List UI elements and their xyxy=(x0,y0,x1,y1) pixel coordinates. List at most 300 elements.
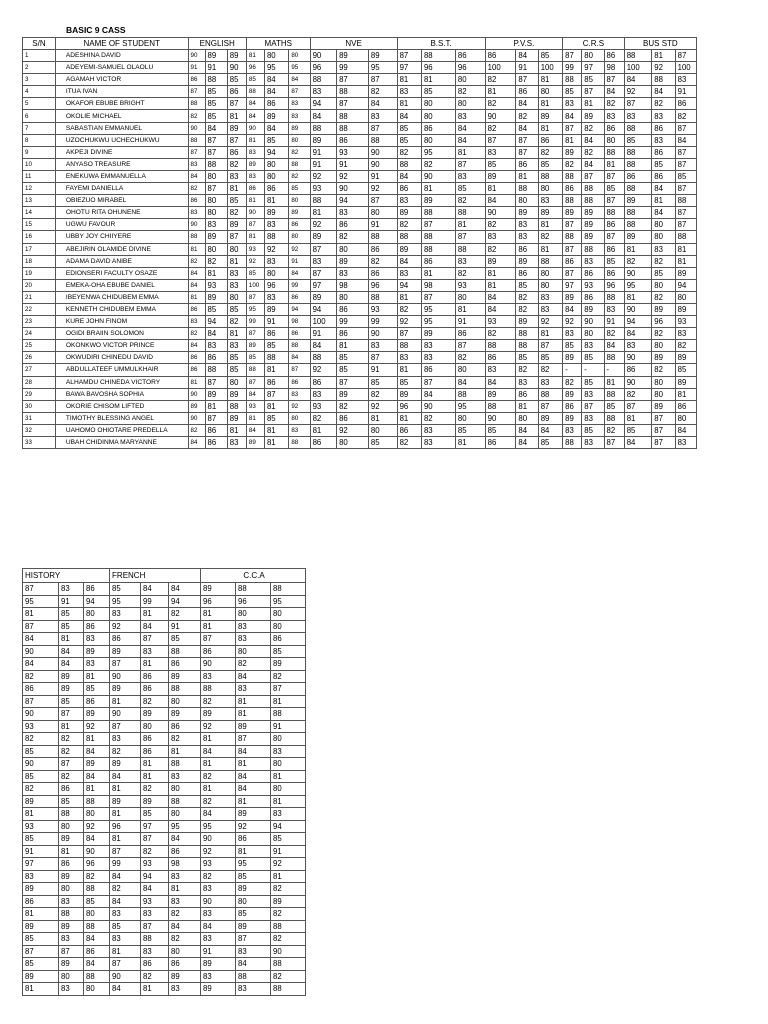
score-cell: 84 xyxy=(397,170,421,182)
score-cell: 89 xyxy=(264,207,288,219)
score-cell: 88 xyxy=(227,400,246,412)
score-cell: 80 xyxy=(455,412,485,424)
score-cell: 89 xyxy=(624,195,652,207)
serial-number-cell: 15 xyxy=(23,219,56,231)
score-cell: 92 xyxy=(264,243,288,255)
score-cell: 89 xyxy=(485,255,516,267)
table-row xyxy=(23,983,306,996)
score-cell: 100 xyxy=(675,62,696,74)
score-cell: 84 xyxy=(246,98,264,110)
score-cell: 82 xyxy=(516,364,538,376)
score-cell: 82 xyxy=(485,328,516,340)
score-cell: 91 xyxy=(59,595,84,608)
score-cell: 89 xyxy=(84,708,110,721)
student-name-cell: OKAFOR EBUBE BRIGHT xyxy=(55,98,188,110)
score-cell: 83 xyxy=(563,328,582,340)
score-cell: 84 xyxy=(368,98,397,110)
score-cell: 89 xyxy=(337,50,369,62)
score-cell: 91 xyxy=(310,328,337,340)
score-cell: 91 xyxy=(368,364,397,376)
score-cell: 90 xyxy=(271,945,306,958)
score-cell: 84 xyxy=(516,437,538,449)
score-cell: 93 xyxy=(141,895,169,908)
score-cell: 81 xyxy=(310,424,337,436)
score-cell: 82 xyxy=(485,98,516,110)
score-cell: 87 xyxy=(582,400,604,412)
score-cell: 87 xyxy=(652,424,675,436)
score-cell: 88 xyxy=(271,983,306,996)
score-cell: 86 xyxy=(84,945,110,958)
score-cell: 99 xyxy=(563,62,582,74)
score-cell: 85 xyxy=(455,183,485,195)
score-cell: 83 xyxy=(652,243,675,255)
score-cell: 88 xyxy=(368,291,397,303)
score-cell: 84 xyxy=(84,933,110,946)
score-cell: 86 xyxy=(201,645,236,658)
score-cell: 87 xyxy=(538,400,562,412)
score-cell: 81 xyxy=(201,608,236,621)
score-cell: 93 xyxy=(675,316,696,328)
score-cell: 98 xyxy=(421,279,455,291)
score-cell: 80 xyxy=(455,74,485,86)
score-cell: - xyxy=(582,364,604,376)
score-cell: 88 xyxy=(169,683,201,696)
score-cell: 87 xyxy=(563,50,582,62)
score-cell: 82 xyxy=(141,845,169,858)
score-cell: 86 xyxy=(141,733,169,746)
score-cell: 92 xyxy=(84,720,110,733)
score-cell: 86 xyxy=(582,291,604,303)
score-cell: 86 xyxy=(563,255,582,267)
score-cell: 81 xyxy=(397,364,421,376)
score-cell: 85 xyxy=(271,833,306,846)
score-cell: 84 xyxy=(188,279,205,291)
score-cell: 89 xyxy=(205,291,227,303)
score-cell: 89 xyxy=(23,883,59,896)
score-cell: 94 xyxy=(84,595,110,608)
score-cell: 87 xyxy=(604,195,624,207)
table-row xyxy=(23,86,697,98)
score-cell: 85 xyxy=(23,958,59,971)
score-cell: 82 xyxy=(201,795,236,808)
score-cell: 89 xyxy=(59,958,84,971)
score-cell: 83 xyxy=(485,364,516,376)
score-cell: 80 xyxy=(675,412,696,424)
score-cell: 91 xyxy=(516,62,538,74)
score-cell: 81 xyxy=(201,620,236,633)
score-cell: 88 xyxy=(582,183,604,195)
score-cell: 85 xyxy=(246,74,264,86)
score-cell: 85 xyxy=(604,183,624,195)
serial-number-cell: 22 xyxy=(23,303,56,315)
score-cell: 81 xyxy=(421,74,455,86)
score-cell: 97 xyxy=(397,62,421,74)
score-cell: 80 xyxy=(84,808,110,821)
score-cell: 83 xyxy=(227,267,246,279)
score-cell: 85 xyxy=(485,158,516,170)
score-cell: 81 xyxy=(271,795,306,808)
score-cell: 81 xyxy=(236,758,271,771)
score-cell: 84 xyxy=(84,958,110,971)
score-cell: 86 xyxy=(563,183,582,195)
score-cell: 80 xyxy=(675,291,696,303)
score-cell: 96 xyxy=(236,595,271,608)
score-cell: 88 xyxy=(624,183,652,195)
score-cell: 85 xyxy=(652,158,675,170)
score-cell: 83 xyxy=(397,267,421,279)
score-cell: 84 xyxy=(188,437,205,449)
score-cell: 99 xyxy=(141,595,169,608)
score-cell: 83 xyxy=(169,895,201,908)
score-cell: 86 xyxy=(604,243,624,255)
score-cell: 87 xyxy=(675,146,696,158)
score-cell: 91 xyxy=(271,845,306,858)
score-cell: 80 xyxy=(169,945,201,958)
score-cell: 87 xyxy=(59,758,84,771)
score-cell: 80 xyxy=(516,195,538,207)
score-cell: 81 xyxy=(538,243,562,255)
serial-number-cell: 2 xyxy=(23,62,56,74)
score-cell: 86 xyxy=(337,219,369,231)
score-cell: 86 xyxy=(188,352,205,364)
score-cell: 81 xyxy=(246,412,264,424)
score-cell: 83 xyxy=(59,895,84,908)
serial-number-cell: 16 xyxy=(23,231,56,243)
score-cell: 88 xyxy=(455,243,485,255)
score-cell: 88 xyxy=(563,231,582,243)
score-cell: 82 xyxy=(271,970,306,983)
score-cell: 82 xyxy=(169,608,201,621)
score-cell: 83 xyxy=(236,683,271,696)
score-cell: 86 xyxy=(141,958,169,971)
score-cell: 86 xyxy=(485,437,516,449)
student-name-cell: OBIEZUO MIRABEL xyxy=(55,195,188,207)
student-name-cell: ABDULLATEEF UMMULKHAIR xyxy=(55,364,188,376)
score-cell: 89 xyxy=(582,231,604,243)
score-cell: 89 xyxy=(169,708,201,721)
score-cell: 83 xyxy=(563,98,582,110)
score-cell: 81 xyxy=(141,770,169,783)
score-cell: 86 xyxy=(264,98,288,110)
score-cell: 81 xyxy=(84,733,110,746)
table-row xyxy=(23,833,306,846)
score-cell: 82 xyxy=(455,195,485,207)
score-cell: 84 xyxy=(421,388,455,400)
score-cell: 81 xyxy=(236,708,271,721)
score-cell: 88 xyxy=(624,158,652,170)
score-cell: 80 xyxy=(538,183,562,195)
score-cell: 89 xyxy=(110,758,141,771)
score-cell: 83 xyxy=(455,170,485,182)
score-cell: 82 xyxy=(604,424,624,436)
score-cell: 81 xyxy=(455,219,485,231)
score-cell: 83 xyxy=(604,303,624,315)
score-cell: 83 xyxy=(582,340,604,352)
score-cell: 82 xyxy=(397,437,421,449)
score-cell: 85 xyxy=(246,352,264,364)
score-cell: 86 xyxy=(604,50,624,62)
score-cell: 82 xyxy=(23,670,59,683)
score-cell: 86 xyxy=(652,122,675,134)
score-cell: 81 xyxy=(485,183,516,195)
score-cell: 84 xyxy=(188,267,205,279)
score-cell: 87 xyxy=(397,328,421,340)
score-cell: 82 xyxy=(652,255,675,267)
score-cell: 85 xyxy=(337,352,369,364)
score-cell: 88 xyxy=(337,122,369,134)
score-cell: 80 xyxy=(337,291,369,303)
table-row xyxy=(23,424,697,436)
score-cell: 81 xyxy=(538,122,562,134)
table-row xyxy=(23,695,306,708)
score-cell: 91 xyxy=(23,845,59,858)
score-cell: 88 xyxy=(563,170,582,182)
score-cell: 86 xyxy=(368,267,397,279)
score-cell: 83 xyxy=(59,983,84,996)
score-cell: 85 xyxy=(110,583,141,596)
score-cell: 83 xyxy=(624,340,652,352)
serial-number-cell: 32 xyxy=(23,424,56,436)
score-cell: 81 xyxy=(652,195,675,207)
score-cell: 86 xyxy=(264,183,288,195)
score-cell: 89 xyxy=(516,255,538,267)
score-cell: 84 xyxy=(59,645,84,658)
score-cell: 84 xyxy=(236,783,271,796)
table-row xyxy=(23,820,306,833)
score-cell: 88 xyxy=(604,146,624,158)
score-cell: 82 xyxy=(368,86,397,98)
score-cell: 84 xyxy=(624,328,652,340)
score-cell: 86 xyxy=(516,388,538,400)
score-cell: 88 xyxy=(169,795,201,808)
score-cell: 88 xyxy=(421,50,455,62)
score-cell: 88 xyxy=(84,883,110,896)
student-name-cell: UBBY JOY CHIIYERE xyxy=(55,231,188,243)
score-cell: 83 xyxy=(188,207,205,219)
score-cell: 83 xyxy=(169,983,201,996)
score-cell: 89 xyxy=(201,958,236,971)
score-cell: 97 xyxy=(563,279,582,291)
score-cell: 81 xyxy=(485,279,516,291)
score-cell: 80 xyxy=(227,376,246,388)
score-cell: 83 xyxy=(675,437,696,449)
serial-number-cell: 7 xyxy=(23,122,56,134)
score-cell: 83 xyxy=(264,255,288,267)
score-cell: 82 xyxy=(563,158,582,170)
score-cell: 85 xyxy=(516,279,538,291)
score-cell: 89 xyxy=(169,670,201,683)
score-cell: 85 xyxy=(84,683,110,696)
table-row xyxy=(23,608,306,621)
score-cell: 88 xyxy=(205,74,227,86)
score-cell: 85 xyxy=(205,86,227,98)
score-cell: 100 xyxy=(538,62,562,74)
score-cell: 83 xyxy=(141,645,169,658)
score-cell: 81 xyxy=(201,783,236,796)
score-cell: 90 xyxy=(188,412,205,424)
score-cell: 85 xyxy=(538,352,562,364)
score-cell: 85 xyxy=(23,833,59,846)
score-cell: 95 xyxy=(368,62,397,74)
score-cell: 80 xyxy=(582,328,604,340)
score-cell: 94 xyxy=(397,279,421,291)
score-cell: 86 xyxy=(421,255,455,267)
score-cell: 83 xyxy=(516,376,538,388)
score-cell: 83 xyxy=(169,770,201,783)
score-cell: 87 xyxy=(675,219,696,231)
score-cell: 81 xyxy=(23,908,59,921)
score-cell: 84 xyxy=(141,583,169,596)
score-cell: 86 xyxy=(563,400,582,412)
student-name-cell: KURE JOHN FINOM xyxy=(55,316,188,328)
score-cell: 83 xyxy=(397,195,421,207)
score-cell: 95 xyxy=(421,146,455,158)
score-cell: 88 xyxy=(455,207,485,219)
score-cell: 82 xyxy=(421,412,455,424)
score-cell: 80 xyxy=(538,279,562,291)
score-cell: 86 xyxy=(188,195,205,207)
score-cell: 82 xyxy=(538,146,562,158)
maths-header: MATHS xyxy=(246,38,310,50)
serial-number-cell: 29 xyxy=(23,388,56,400)
score-cell: 88 xyxy=(310,122,337,134)
score-cell: 82 xyxy=(604,328,624,340)
score-cell: 82 xyxy=(538,231,562,243)
serial-number-cell: 27 xyxy=(23,364,56,376)
score-cell: 83 xyxy=(368,340,397,352)
serial-number-cell: 11 xyxy=(23,170,56,182)
score-cell: 80 xyxy=(264,267,288,279)
score-cell: 82 xyxy=(84,870,110,883)
score-cell: 81 xyxy=(246,195,264,207)
score-cell: 86 xyxy=(289,291,310,303)
score-cell: 83 xyxy=(485,146,516,158)
score-cell: 86 xyxy=(652,146,675,158)
score-cell: 89 xyxy=(652,352,675,364)
score-cell: 84 xyxy=(110,983,141,996)
score-cell: 83 xyxy=(264,219,288,231)
score-cell: 89 xyxy=(652,303,675,315)
table-row xyxy=(23,207,697,219)
score-cell: 82 xyxy=(59,770,84,783)
score-cell: 87 xyxy=(563,267,582,279)
score-cell: 87 xyxy=(188,86,205,98)
table-row xyxy=(23,255,697,267)
student-name-cell: OKOLIE MICHAEL xyxy=(55,110,188,122)
student-name-cell: UZOCHUKWU UCHECHUKWU xyxy=(55,134,188,146)
score-cell: 80 xyxy=(652,279,675,291)
table-row xyxy=(23,883,306,896)
table-row xyxy=(23,683,306,696)
score-cell: 85 xyxy=(582,352,604,364)
score-cell: 87 xyxy=(141,633,169,646)
score-cell: 87 xyxy=(563,243,582,255)
score-cell: 84 xyxy=(397,255,421,267)
score-cell: 82 xyxy=(675,340,696,352)
score-cell: 86 xyxy=(455,328,485,340)
student-name-cell: OKONKWO VICTOR PRINCE xyxy=(55,340,188,352)
score-cell: 84 xyxy=(675,134,696,146)
score-cell: 83 xyxy=(421,424,455,436)
table-row xyxy=(23,62,697,74)
score-cell: 88 xyxy=(582,243,604,255)
score-cell: 81 xyxy=(264,424,288,436)
score-cell: 86 xyxy=(169,958,201,971)
score-cell: 87 xyxy=(368,122,397,134)
score-cell: 93 xyxy=(201,858,236,871)
score-cell: 81 xyxy=(538,328,562,340)
english-header: ENGLISH xyxy=(188,38,246,50)
score-cell: 81 xyxy=(23,608,59,621)
score-cell: 88 xyxy=(397,340,421,352)
score-cell: 87 xyxy=(538,340,562,352)
score-cell: 85 xyxy=(110,920,141,933)
table-row xyxy=(23,795,306,808)
score-cell: 96 xyxy=(652,316,675,328)
pvs-header: P.V.S. xyxy=(485,38,562,50)
score-cell: 91 xyxy=(368,219,397,231)
score-cell: 84 xyxy=(246,424,264,436)
score-cell: 90 xyxy=(485,207,516,219)
score-cell: - xyxy=(563,364,582,376)
score-cell: 81 xyxy=(236,695,271,708)
score-cell: 89 xyxy=(675,352,696,364)
score-cell: 84 xyxy=(59,658,84,671)
score-cell: 82 xyxy=(227,316,246,328)
table-row xyxy=(23,620,306,633)
score-cell: 89 xyxy=(59,683,84,696)
score-cell: 87 xyxy=(455,340,485,352)
score-cell: 88 xyxy=(368,134,397,146)
score-cell: 83 xyxy=(397,86,421,98)
score-cell: 99 xyxy=(110,858,141,871)
score-cell: 81 xyxy=(563,134,582,146)
score-cell: 83 xyxy=(201,970,236,983)
score-cell: 88 xyxy=(675,231,696,243)
score-cell: 86 xyxy=(110,633,141,646)
score-cell: 89 xyxy=(563,412,582,424)
score-cell: 80 xyxy=(84,983,110,996)
score-cell: 80 xyxy=(59,820,84,833)
score-cell: 87 xyxy=(421,376,455,388)
score-cell: 84 xyxy=(236,745,271,758)
score-cell: 83 xyxy=(236,983,271,996)
score-cell: 91 xyxy=(264,316,288,328)
score-cell: 85 xyxy=(205,303,227,315)
score-cell: 82 xyxy=(201,695,236,708)
score-cell: 85 xyxy=(624,134,652,146)
score-cell: 85 xyxy=(675,364,696,376)
score-cell: 81 xyxy=(652,50,675,62)
score-cell: 91 xyxy=(169,620,201,633)
score-cell: 81 xyxy=(84,783,110,796)
score-cell: 80 xyxy=(271,758,306,771)
score-cell: 89 xyxy=(421,195,455,207)
score-cell: 89 xyxy=(271,658,306,671)
score-cell: 81 xyxy=(337,340,369,352)
score-cell: 88 xyxy=(169,645,201,658)
score-cell: 85 xyxy=(169,633,201,646)
score-cell: 85 xyxy=(652,267,675,279)
score-cell: 85 xyxy=(582,376,604,388)
score-cell: 88 xyxy=(516,340,538,352)
score-cell: 88 xyxy=(485,340,516,352)
score-cell: 90 xyxy=(368,158,397,170)
score-cell: 85 xyxy=(84,895,110,908)
score-cell: 85 xyxy=(271,645,306,658)
score-cell: 88 xyxy=(421,243,455,255)
serial-number-cell: 13 xyxy=(23,195,56,207)
